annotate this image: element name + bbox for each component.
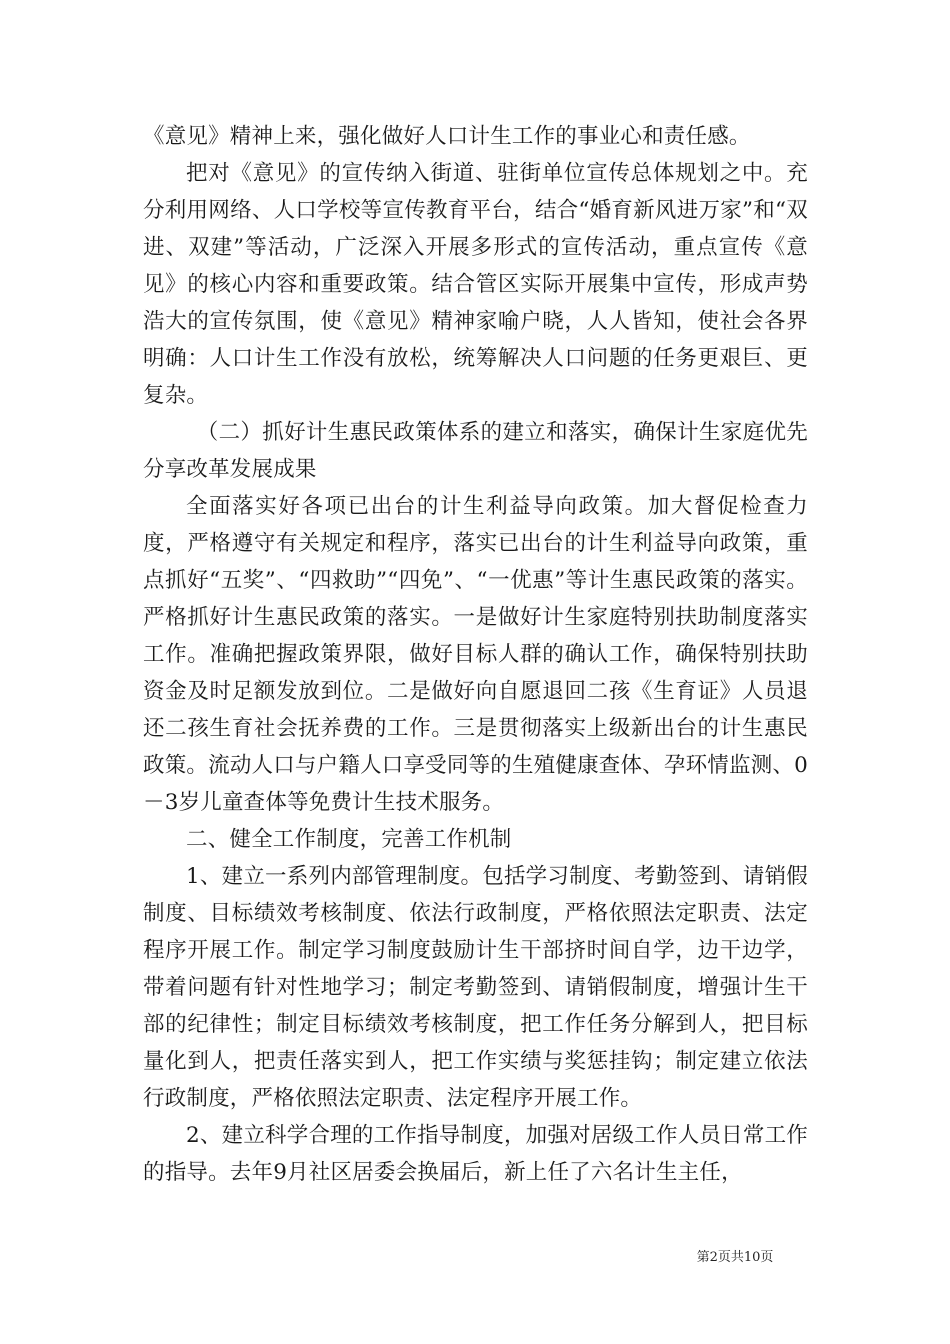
document-body xyxy=(143,118,808,1191)
page-number-footer: 第2页共10页 xyxy=(696,1250,774,1265)
paragraph-5: 2、建立科学合理的工作指导制度，加强对居级工作人员日常工作的指导。去年9月社区居委会换届后，新上任了六名计生主任， xyxy=(143,1123,808,1185)
paragraph-3: 全面落实好各项已出台的计生利益导向政策。加大督促检查力度，严格遵守有关规定和程序，落实已出台的计生利益导向政策，重点抓好“五奖”、“四救助”“四免”、“一优惠”等计生惠民政策的落实。严格抓好计生惠民政策的落实。一是做好计生家庭特别扶助制度落实工作。准确把握政策界限，做好目标人群的确认工作，确保特别扶助资金及时足额发放到位。二是做好向自愿退回二孩《生育证》人员退还二孩生育社会抚养费的工作。三是贯彻落实上级新出台的计生惠民政策。流动人口与户籍人口享受同等的生殖健康查体、孕环情监测、0－3岁儿童查体等免费计生技术服务。 xyxy=(143,494,808,815)
section-heading-2: （二）抓好计生惠民政策体系的建立和落实，确保计生家庭优先分享改革发展成果 xyxy=(143,420,808,482)
section-heading-two: 二、健全工作制度，完善工作机制 xyxy=(186,827,512,852)
paragraph-2: 把对《意见》的宣传纳入街道、驻街单位宣传总体规划之中。充分利用网络、人口学校等宣传教育平台，结合“婚育新风进万家”和“双进、双建”等活动，广泛深入开展多形式的宣传活动，重点宣传《意见》的核心内容和重要政策。结合管区实际开展集中宣传，形成声势浩大的宣传氛围，使《意见》精神家喻户晓，人人皆知，使社会各界明确：人口计生工作没有放松，统筹解决人口问题的任务更艰巨、更复杂。 xyxy=(143,161,808,408)
paragraph-4: 1、建立一系列内部管理制度。包括学习制度、考勤签到、请销假制度、目标绩效考核制度、依法行政制度，严格依照法定职责、法定程序开展工作。制定学习制度鼓励计生干部挤时间自学，边干边学，带着问题有针对性地学习；制定考勤签到、请销假制度，增强计生干部的纪律性；制定目标绩效考核制度，把工作任务分解到人，把目标量化到人，把责任落实到人，把工作实绩与奖惩挂钩；制定建立依法行政制度，严格依照法定职责、法定程序开展工作。 xyxy=(143,864,808,1111)
paragraph-1: 《意见》精神上来，强化做好人口计生工作的事业心和责任感。 xyxy=(143,124,751,149)
